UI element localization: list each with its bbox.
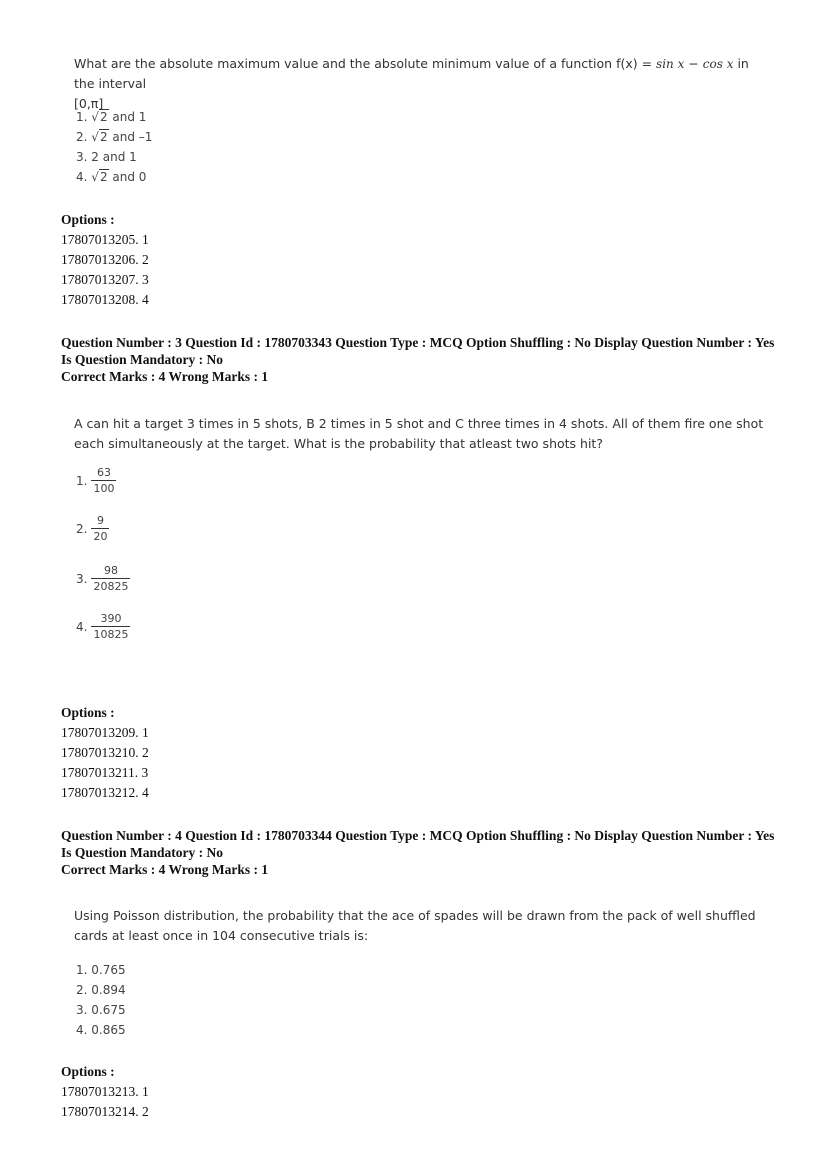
- option-id-row: 17807013207. 3: [61, 272, 149, 287]
- sqrt-symbol: √2: [91, 170, 108, 184]
- question-2-option-ids: [61, 210, 149, 310]
- question-4-body: [74, 906, 764, 946]
- option-id-row: 17807013211. 3: [61, 765, 149, 780]
- option-id-row: 17807013210. 2: [61, 745, 149, 760]
- question-3-text: A can hit a target 3 times in 5 shots, B 2 times in 5 shot and C three times in 4 shots. All of them fire one shot each simultaneously at the target. What is the probability that atleast two shots hit?: [74, 416, 764, 451]
- question-3-option-ids: [61, 703, 149, 803]
- question-4-option-ids: [61, 1062, 149, 1122]
- question-4-marks: Correct Marks : 4 Wrong Marks : 1: [61, 862, 269, 877]
- option-id-row: 17807013208. 4: [61, 292, 149, 307]
- answer-option-1: 1. √2 and 1: [76, 107, 152, 127]
- question-3-meta: Question Number : 3 Question Id : 1780703343 Question Type : MCQ Option Shuffling : No Display Question Number : Yes: [61, 335, 775, 350]
- answer-option-1: 1. 0.765: [76, 963, 126, 977]
- fraction: $\frac{390}{10825}$: [93, 612, 129, 641]
- question-3-mandatory: Is Question Mandatory : No: [61, 352, 224, 367]
- answer-option-1: 1. $\frac{63}{100}$: [76, 466, 115, 495]
- fraction: $\frac{63}{100}$: [93, 466, 115, 495]
- question-3-marks: Correct Marks : 4 Wrong Marks : 1: [61, 369, 269, 384]
- question-4-text: Using Poisson distribution, the probability that the ace of spades will be drawn from the pack of well shuffled cards at least once in 104 consecutive trials is:: [74, 908, 756, 943]
- answer-option-4: 4. $\frac{390}{10825}$: [76, 612, 129, 641]
- answer-option-3: 3. 2 and 1: [76, 150, 137, 164]
- fraction: $\frac{9}{20}$: [93, 514, 108, 543]
- answer-option-4: 4. 0.865: [76, 1023, 126, 1037]
- question-2-text: What are the absolute maximum value and the absolute minimum value of a function f(x) = sin x − cos x in the interval: [74, 56, 749, 91]
- options-label: Options :: [61, 212, 115, 227]
- question-2-interval: [0,π]: [74, 96, 104, 111]
- option-id-row: 17807013205. 1: [61, 232, 149, 247]
- fraction: $\frac{98}{20825}$: [93, 564, 129, 593]
- option-id-row: 17807013212. 4: [61, 785, 149, 800]
- question-3-header: [61, 334, 774, 385]
- option-id-row: 17807013206. 2: [61, 252, 149, 267]
- answer-option-2: 2. 0.894: [76, 983, 126, 997]
- option-id-row: 17807013209. 1: [61, 725, 149, 740]
- question-2-body: [74, 54, 764, 114]
- sqrt-symbol: √2: [91, 130, 108, 144]
- question-3-body: [74, 414, 764, 454]
- question-4-meta: Question Number : 4 Question Id : 1780703344 Question Type : MCQ Option Shuffling : No Display Question Number : Yes: [61, 828, 775, 843]
- options-label: Options :: [61, 705, 115, 720]
- options-label: Options :: [61, 1064, 115, 1079]
- answer-option-3: 3. $\frac{98}{20825}$: [76, 564, 129, 593]
- question-2-answer-list: [76, 107, 152, 187]
- option-id-row: 17807013213. 1: [61, 1084, 149, 1099]
- answer-option-2: 2. √2 and –1: [76, 127, 152, 147]
- sqrt-symbol: √2: [91, 110, 108, 124]
- answer-option-3: 3. 0.675: [76, 1003, 126, 1017]
- question-4-answer-list: [76, 960, 126, 1040]
- question-4-mandatory: Is Question Mandatory : No: [61, 845, 224, 860]
- answer-option-4: 4. √2 and 0: [76, 167, 152, 187]
- answer-option-2: 2. $\frac{9}{20}$: [76, 514, 108, 543]
- question-4-header: [61, 827, 774, 878]
- option-id-row: 17807013214. 2: [61, 1104, 149, 1119]
